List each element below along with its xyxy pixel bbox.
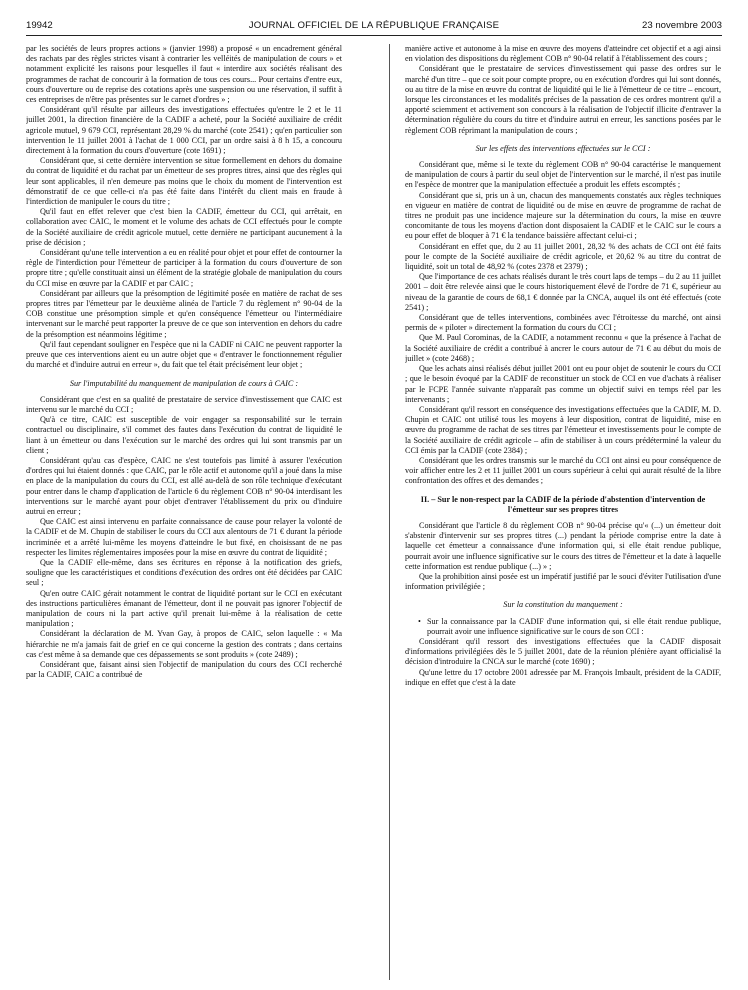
publication-date: 23 novembre 2003 [641,20,722,31]
paragraph: Considérant qu'au cas d'espèce, CAIC ne s'est toutefois pas limité à assurer l'exécution d'ordres qui lui étaient donnés : que CAIC, par le rôle actif et autonome qu'il a joué dans la mise en place de la manipulation du cours du CCI, est allé au-delà de son rôle technique d'exécutant pour entrer dans le champ d'application de l'article 6 du règlement COB n° 90-04 interdisant les interventions sur le marché ayant pour objet d'entraver l'établissement du prix ou d'induire autrui en erreur ; [26,455,342,516]
paragraph: Considérant que les ordres transmis sur le marché du CCI ont ainsi eu pour conséquence de voir afficher entre les 2 et 11 juillet 2001 un cours supérieur à celui qui aurait résulté de la libre confrontation des offres et des demandes ; [405,455,721,486]
subsection-heading: Sur la constitution du manquement : [503,600,623,610]
paragraph: Considérant que c'est en sa qualité de prestataire de service d'investissement que CAIC est intervenu sur le marché du CCI ; [26,394,342,414]
paragraph: Considérant que, faisant ainsi sien l'objectif de manipulation du cours des CCI recherché par la CADIF, CAIC a contribué de [26,659,342,680]
paragraph: Considérant en effet que, du 2 au 11 juillet 2001, 28,32 % des achats de CCI ont été faits pour le compte de la Société auxiliaire de crédit agricole, et 20,62 % au titre du contrat de liquidité, soit un total de 48,92 % (cotes 2378 et 2379) ; [405,241,721,272]
paragraph: Considérant qu'il ressort des investigations effectuées que la CADIF disposait d'informations privilégiées dès le 5 juillet 2001, date de la réunion plénière ayant officialisé la décision d'introduire la CNCA sur le marché (cote 1690) ; [405,636,721,667]
page-number: 19942 [26,20,53,31]
paragraph: Considérant que si, pris un à un, chacun des manquements constatés aux règles techniques en vigueur en matière de contrat de liquidité ou de mise en œuvre de programme de rachat de titres ne produit pas une incidence majeure sur la détermination du cours, la mise en œuvre concomitante de tous les moyens d'action dont disposaient la CADIF et le CAIC sur le cours a eu pour effet de bloquer à 71 € la tendance baissière affectant celui-ci ; [405,190,721,241]
paragraph: Considérant la déclaration de M. Yvan Gay, à propos de CAIC, selon laquelle : « Ma hiérarchie ne m'a jamais fait de grief en ce qui concerne la gestion des contrats ; dans certains cas c'est même à sa demande que ces dépassements se sont produits » (cote 2489) ; [26,629,342,659]
paragraph: Considérant qu'une telle intervention a eu en réalité pour objet et pour effet de contourner la règle de l'interdiction pour l'émetteur de participer à la formation du cours d'ouverture de son propre titre ; qu'elle constituait ainsi un élément de la stratégie globale de manipulation du cours du CCI mise en œuvre par la CADIF et par CAIC ; [26,248,342,288]
paragraph: Que CAIC est ainsi intervenu en parfaite connaissance de cause pour relayer la volonté de la CADIF et de M. Chupin de stabiliser le cours du CCI aux alentours de 71 € durant la période incriminée et a arrêté lui-même les moyens d'atteindre le but fixé, en choisissant de ne pas respecter les limites réglementaires imposées pour la mise en œuvre du contrat de liquidité ; [26,517,342,557]
journal-title: JOURNAL OFFICIEL DE LA RÉPUBLIQUE FRANÇAISE [248,20,500,31]
right-column [405,44,721,980]
paragraph: Qu'à ce titre, CAIC est susceptible de voir engager sa responsabilité sur le terrain contractuel ou disciplinaire, s'il commet des fautes dans l'exécution du contrat de liquidité le liant à un émetteur ou dans l'exécution sur le marché des ordres qui lui sont transmis par un client ; [26,415,342,455]
paragraph: Que l'importance de ces achats réalisés durant le très court laps de temps – du 2 au 11 juillet 2001 – doit être relevée ainsi que le cours historiquement élevé de l'ordre de 71 €, supérieur au niveau de la garantie de cours de 68,1 € donnée par la CNCA, auquel ils ont été effectués (cote 2541) ; [405,272,721,312]
paragraph: Qu'il faut en effet relever que c'est bien la CADIF, émetteur du CCI, qui arrêtait, en collaboration avec CAIC, le moment et le volume des achats de CCI effectués pour le compte de la Société auxiliaire de crédit agricole mutuel, cette dernière ne participant aucunement à la prise de décision ; [26,207,342,247]
paragraph: Considérant que, si cette dernière intervention se situe formellement en dehors du domaine du contrat de liquidité et du rachat par un émetteur de ses propres titres, ainsi que des règles qui leur sont applicables, il n'en demeure pas moins que le choix du moment de l'intervention est démonstratif de ce que celle-ci n'a pas été faite dans l'intérêt du client mais en fraude à l'interdiction de manipuler le cours du titre ; [26,156,342,207]
paragraph: Considérant par ailleurs que la présomption de légitimité posée en matière de rachat de ses propres titres par l'émetteur par le deuxième alinéa de l'article 7 du règlement n° 90-04 de la COB constitue une présomption simple et qu'en conséquence l'émetteur ou l'intermédiaire intervenant sur le marché peut rapporter la preuve de ce que son intervention en dehors du cadre de la présomption est néanmoins légitime ; [26,288,342,339]
paragraph: Que M. Paul Corominas, de la CADIF, a notamment reconnu « que la présence à l'achat de la Société auxiliaire de crédit a contribué à ancrer le cours autour de 71 € au début du mois de juillet » (cote 2468) ; [405,333,721,363]
bullet-item: • Sur la connaissance par la CADIF d'une information qui, si elle était rendue publique, pourrait avoir une influence significative sur le cours de son CCI : [405,617,721,637]
subsection-heading: Sur l'imputabilité du manquement de manipulation de cours à CAIC : [69,378,299,388]
paragraph: Considérant qu'il ressort en conséquence des investigations effectuées que la CADIF, M. D. Chupin et CAIC ont utilisé tous les moyens à leur disposition, contrat de liquidité, mise en œuvre du programme de rachat de ses titres par l'émetteur et investissements pour le compte de la Société auxiliaire de crédit agricole – afin de stabiliser à un cours prédéterminé la valeur du CCI émis par la CADIF (cote 2384) ; [405,404,721,455]
header-rule [26,35,722,36]
paragraph: Que la prohibition ainsi posée est un impératif justifié par le souci d'éviter l'utilisation d'une information privilégiée ; [405,571,721,592]
paragraph: Considérant que l'article 8 du règlement COB n° 90-04 précise qu'« (...) un émetteur doit s'abstenir d'intervenir sur ses propres titres (...) pendant la période comprise entre la date à laquelle cet émetteur a connaissance d'une information qui, si elle était rendue publique, pourrait avoir une influence significative sur le cours des titres de l'émetteur et la date à laquelle cette information est rendue publique (...) » ; [405,520,721,571]
paragraph: Considérant que le prestataire de services d'investissement qui passe des ordres sur le marché d'un titre – que ce soit pour compte propre, ou en exécution d'ordres qui lui sont donnés, ou au titre de la mise en œuvre du contrat de liquidité qui le lie à l'émetteur de ce titre – encourt, lorsque les circonstances et les modalités précises de la passation de ces ordres montrent qu'il a apporté sciemment et activement son concours à la réalisation de l'objectif illicite d'entraver la détermination régulière du cours du titre et d'induire autrui en erreur, les sanctions posées par le règlement COB réprimant la manipulation de cours ; [405,64,721,135]
paragraph: Qu'une lettre du 17 octobre 2001 adressée par M. François Imbault, président de la CADIF, indique en effet que c'est à la date [405,667,721,687]
left-column [26,44,342,980]
paragraph-continued: par les sociétés de leurs propres actions » (janvier 1998) a proposé « un encadrement général des rachats par des règles strictes visant à contrarier les velléités de manipulation de cours » et notamment explicité les raisons pour lesquelles il faut « interdire aux sociétés réalisant des programmes de rachat de concourir à la formation de tous ces cours... Pour certains d'entre eux, cours d'ouverture ou de reprise des cotations après une suspension ou une réservation, il suffit à ces entreprises de n'être pas présentes sur le carnet d'ordres » ; [26,44,342,105]
paragraph: Considérant qu'il résulte par ailleurs des investigations effectuées qu'entre le 2 et le 11 juillet 2001, la direction financière de la CADIF a acheté, pour la Société auxiliaire de crédit agricole mutuel, 9 679 CCI, représentant 28,29 % du marché (cote 2541) ; qu'en particulier son intervention le 11 juillet 2001 à l'achat de 1 000 CCI, par un ordre saisi à 8 h 15, a concouru directement à la formation du cours d'ouverture (cote 1691) ; [26,105,342,156]
column-divider [389,44,390,980]
section-heading: II. – Sur le non-respect par la CADIF de la période d'abstention d'intervention de l'émetteur sur ses propres titres [420,494,706,514]
paragraph-continued: manière active et autonome à la mise en œuvre des moyens d'atteindre cet objectif et a agi ainsi en violation des dispositions du règlement COB n° 90-04 relatif à l'établissement des cours ; [405,44,721,64]
paragraph: Qu'il faut cependant souligner en l'espèce que ni la CADIF ni CAIC ne peuvent rapporter la preuve que ces interventions aient eu un autre objet que « d'entraver le fonctionnement régulier du marché et d'induire autrui en erreur », du fait que tel était précisément leur objet ; [26,339,342,370]
page-header [26,20,722,34]
paragraph: Que les achats ainsi réalisés début juillet 2001 ont eu pour objet de soutenir le cours du CCI ; que le besoin évoqué par la CADIF de reconstituer un stock de CCI en vue d'achats à réaliser par le FCPE l'année suivante n'apparaît pas comme un objectif suivi en temps réel par les intervenants ; [405,364,721,404]
paragraph: Considérant que de telles interventions, combinées avec l'étroitesse du marché, ont ainsi permis de « piloter » directement la formation du cours du CCI ; [405,313,721,333]
paragraph: Que la CADIF elle-même, dans ses écritures en réponse à la notification des griefs, souligne que les caractéristiques et conditions d'exécution des ordres ont été décidées par CAIC seul ; [26,557,342,588]
subsection-heading: Sur les effets des interventions effectuées sur le CCI : [475,143,651,153]
paragraph: Considérant que, même si le texte du règlement COB n° 90-04 caractérise le manquement de manipulation de cours à partir du seul objet de l'intervention sur le marché, il n'est pas inutile en l'espèce de montrer que la manipulation effectuée a produit les effets escomptés ; [405,160,721,190]
paragraph: Qu'en outre CAIC gérait notamment le contrat de liquidité portant sur le CCI en exécutant des instructions particulières émanant de l'émetteur, dont il ne pouvait pas ignorer l'objectif de manipulation de cours ni la part active qu'il prenait lui-même à la réalisation de cette manipulation ; [26,588,342,629]
